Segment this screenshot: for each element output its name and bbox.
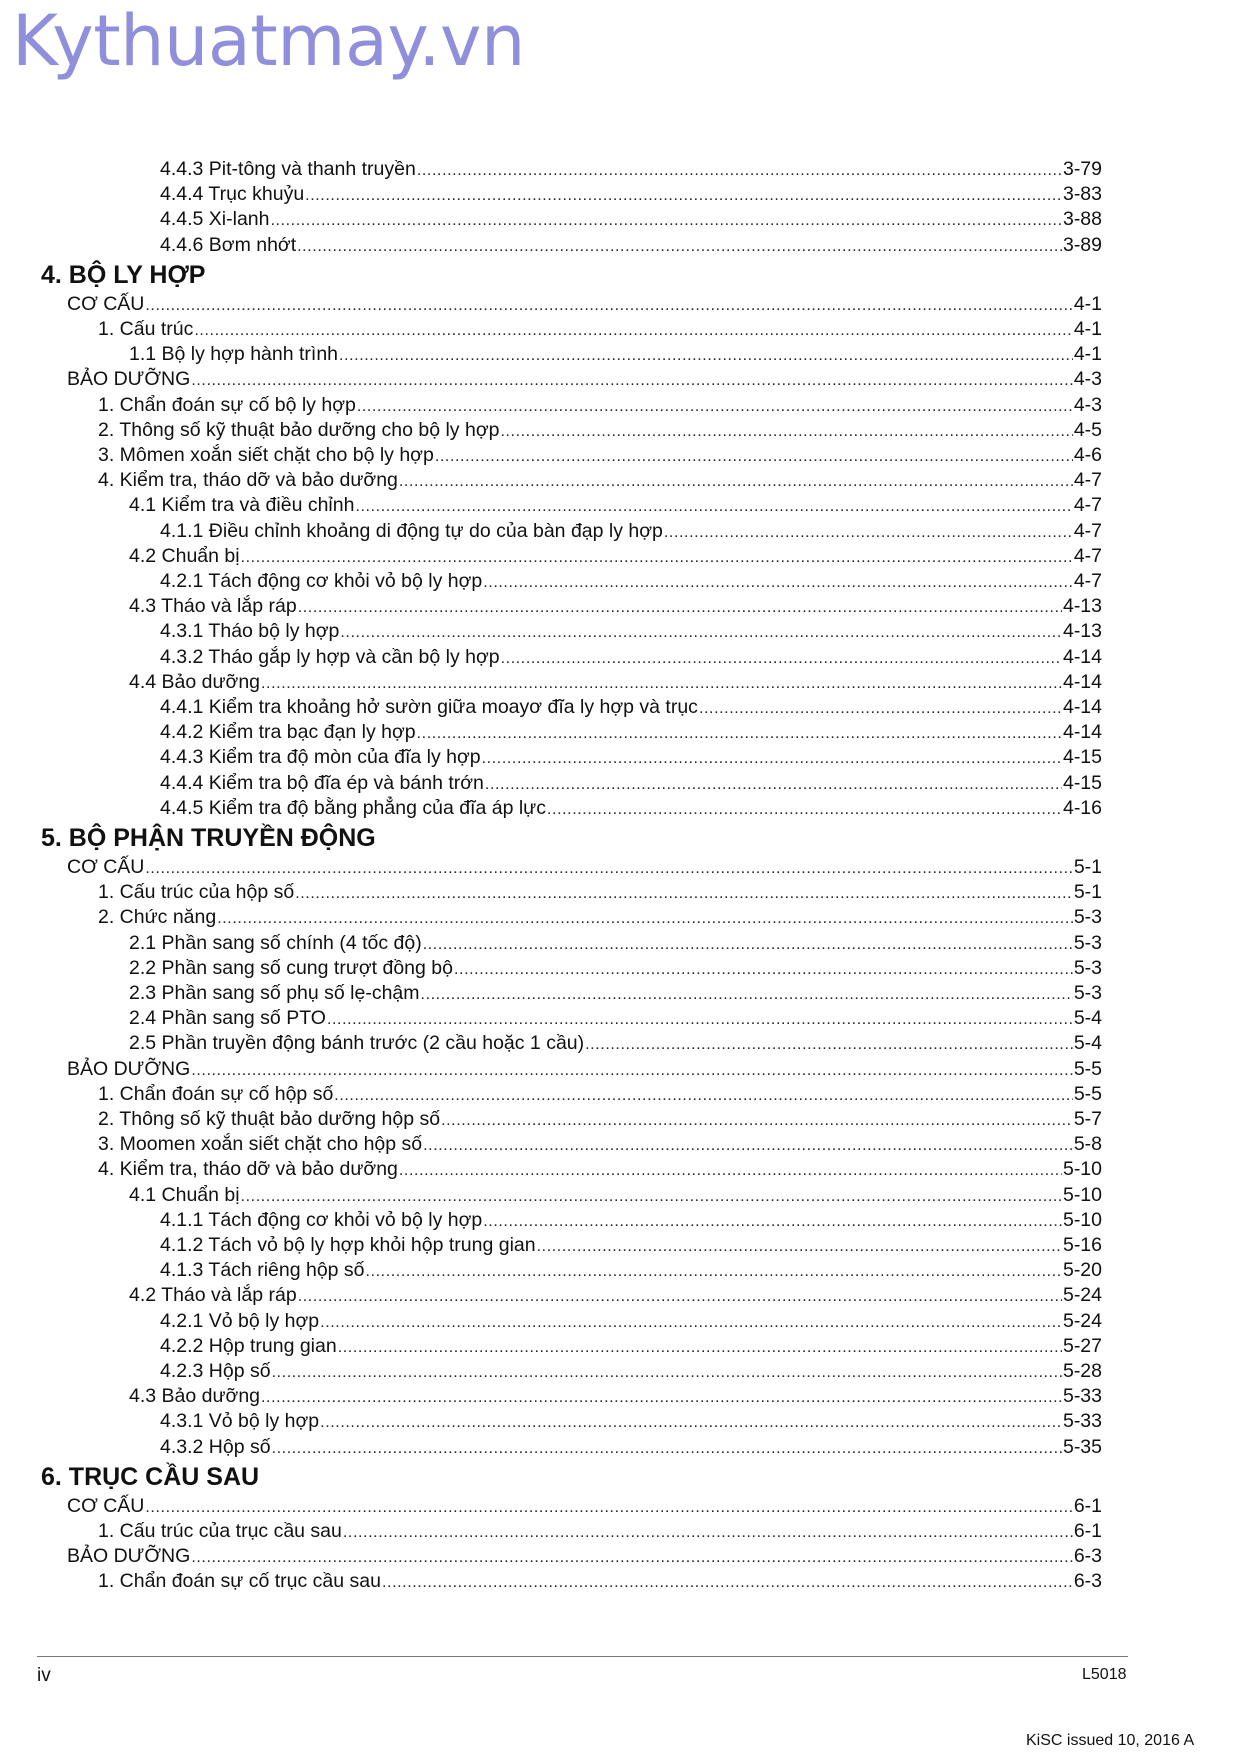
toc-entry-label: 1. Cấu trúc của hộp số <box>98 881 295 904</box>
dot-leader <box>417 158 1062 183</box>
toc-entry[interactable] <box>160 1309 1102 1334</box>
toc-entry-label: 2.1 Phần sang số chính (4 tốc độ) <box>129 931 422 954</box>
dot-leader <box>441 1108 1073 1133</box>
dot-leader <box>297 234 1062 259</box>
toc-entry[interactable] <box>160 569 1102 594</box>
toc-entry[interactable] <box>129 1283 1102 1308</box>
toc-entry[interactable] <box>98 443 1102 468</box>
dot-leader <box>339 343 1073 368</box>
toc-entry[interactable] <box>67 292 1102 317</box>
toc-entry-label: 4.2 Chuẩn bị <box>129 544 240 567</box>
toc-entry-label: 4.3.1 Vỏ bộ ly hợp <box>160 1410 320 1433</box>
toc-entry[interactable] <box>98 1132 1102 1157</box>
toc-entry-page: 5-27 <box>1062 1334 1102 1357</box>
dot-leader <box>664 520 1073 545</box>
dot-leader <box>261 1385 1062 1410</box>
toc-entry[interactable] <box>129 1384 1102 1409</box>
dot-leader <box>191 368 1073 393</box>
toc-entry[interactable] <box>129 981 1102 1006</box>
dot-leader <box>482 746 1062 771</box>
dot-leader <box>272 1360 1062 1385</box>
dot-leader <box>145 1495 1072 1520</box>
toc-entry-page: 4-15 <box>1062 746 1102 769</box>
section-heading: 4. BỘ LY HỢP <box>41 260 206 289</box>
toc-entry[interactable] <box>160 796 1102 821</box>
toc-entry-page: 4-3 <box>1073 368 1102 391</box>
toc-entry-label: 4.3 Tháo và lắp ráp <box>129 595 297 618</box>
toc-entry-page: 4-3 <box>1073 393 1102 416</box>
toc-entry[interactable] <box>67 1494 1102 1519</box>
toc-entry-page: 4-14 <box>1062 645 1102 668</box>
toc-entry[interactable] <box>160 1334 1102 1359</box>
dot-leader <box>191 1058 1073 1083</box>
toc-entry-label: 4.4.4 Kiểm tra bộ đĩa ép và bánh trớn <box>160 771 484 794</box>
toc-entry-page: 3-89 <box>1062 233 1102 256</box>
toc-entry[interactable] <box>160 1359 1102 1384</box>
toc-entry[interactable] <box>160 207 1102 232</box>
toc-entry-page: 3-83 <box>1062 183 1102 206</box>
toc-entry[interactable] <box>160 695 1102 720</box>
toc-entry[interactable] <box>160 771 1102 796</box>
toc-entry-page: 5-33 <box>1062 1410 1102 1433</box>
dot-leader <box>334 1083 1073 1108</box>
toc-entry-page: 6-1 <box>1073 1494 1102 1517</box>
toc-entry-label: 4.1 Kiểm tra và điều chỉnh <box>129 494 355 517</box>
toc-entry-label: BẢO DƯỠNG <box>67 1545 191 1568</box>
dot-leader <box>327 1007 1073 1032</box>
toc-entry[interactable] <box>129 594 1102 619</box>
toc-entry-label: CƠ CẤU <box>67 1494 145 1517</box>
toc-entry-page: 5-3 <box>1073 956 1102 979</box>
toc-entry[interactable] <box>98 1082 1102 1107</box>
toc-entry-label: 1. Cấu trúc <box>98 318 194 340</box>
dot-leader <box>305 183 1062 208</box>
toc-entry[interactable] <box>98 905 1102 930</box>
dot-leader <box>417 721 1062 746</box>
section-heading: 6. TRỤC CẦU SAU <box>41 1462 260 1491</box>
toc-entry-page: 4-5 <box>1073 418 1102 441</box>
toc-entry-label: 4.2.1 Vỏ bộ ly hợp <box>160 1309 320 1332</box>
dot-leader <box>145 293 1072 318</box>
dot-leader <box>421 982 1073 1007</box>
toc-entry-label: BẢO DƯỠNG <box>67 1057 191 1080</box>
toc-entry[interactable] <box>67 367 1102 392</box>
footer-model: L5018 <box>1082 1666 1127 1683</box>
toc-entry-page: 4-16 <box>1062 796 1102 819</box>
toc-entry[interactable] <box>160 720 1102 745</box>
toc-entry-label: 2. Chức năng <box>98 906 217 929</box>
toc-entry[interactable] <box>98 418 1102 443</box>
dot-leader <box>585 1032 1073 1057</box>
toc-entry-label: 4.1 Chuẩn bị <box>129 1183 240 1206</box>
dot-leader <box>343 1520 1073 1545</box>
toc-entry-label: 4.3.2 Tháo gắp ly hợp và cần bộ ly hợp <box>160 645 500 668</box>
toc-entry-label: 4.4.6 Bơm nhớt <box>160 233 297 256</box>
dot-leader <box>340 620 1062 645</box>
toc-entry-label: 4.2.2 Hộp trung gian <box>160 1334 337 1357</box>
toc-entry-page: 4-15 <box>1062 771 1102 794</box>
toc-entry-page: 4-14 <box>1062 696 1102 718</box>
toc-entry-page: 4-13 <box>1062 595 1102 618</box>
dot-leader <box>272 1436 1062 1461</box>
dot-leader <box>320 1410 1062 1435</box>
toc-entry[interactable] <box>67 855 1102 880</box>
dot-leader <box>399 469 1073 494</box>
toc-entry[interactable] <box>160 519 1102 544</box>
dot-leader <box>241 1184 1062 1209</box>
toc-entry-page: 5-4 <box>1073 1007 1102 1030</box>
toc-entry-label: 2.3 Phần sang số phụ số lẹ-chậm <box>129 982 420 1004</box>
toc-entry[interactable] <box>129 493 1102 518</box>
toc-entry-page: 5-10 <box>1062 1183 1102 1206</box>
toc-entry[interactable] <box>67 1057 1102 1082</box>
toc-entry-page: 3-79 <box>1062 158 1102 180</box>
toc-entry[interactable] <box>129 342 1102 367</box>
toc-entry-page: 4-6 <box>1073 444 1102 466</box>
toc-entry-label: 4. Kiểm tra, tháo dỡ và bảo dưỡng <box>98 469 398 492</box>
toc-entry[interactable] <box>160 182 1102 207</box>
toc-entry-label: 4.4.4 Trục khuỷu <box>160 183 305 206</box>
toc-entry-page: 5-5 <box>1073 1057 1102 1080</box>
toc-entry-label: 4.1.1 Điều chỉnh khoảng di động tự do của bàn đạp ly hợp <box>160 519 663 542</box>
toc-entry-label: 4.4.1 Kiểm tra khoảng hở sườn giữa moayơ đĩa ly hợp và trục <box>160 696 698 718</box>
dot-leader <box>699 696 1062 721</box>
dot-leader <box>500 419 1072 444</box>
toc-entry-page: 4-13 <box>1062 620 1102 643</box>
toc-entry-label: 4.3.2 Hộp số <box>160 1435 271 1458</box>
toc-entry-label: 4.1.3 Tách riêng hộp số <box>160 1259 365 1282</box>
toc-entry-label: 4.4.2 Kiểm tra bạc đạn ly hợp <box>160 721 416 744</box>
toc-entry-label: 2. Thông số kỹ thuật bảo dưỡng cho bộ ly hợp <box>98 418 500 441</box>
toc-entry[interactable] <box>160 1435 1102 1460</box>
toc-entry[interactable] <box>160 1208 1102 1233</box>
toc-entry[interactable] <box>129 931 1102 956</box>
toc-entry-page: 4-1 <box>1073 318 1102 340</box>
toc-entry-page: 5-10 <box>1062 1208 1102 1231</box>
dot-leader <box>261 671 1062 696</box>
toc-entry[interactable] <box>98 1157 1102 1182</box>
toc-entry-label: 1.1 Bộ ly hợp hành trình <box>129 343 339 366</box>
toc-entry-label: 4.4.5 Kiểm tra độ bằng phẳng của đĩa áp lực <box>160 796 546 819</box>
toc-entry-label: 1. Chẩn đoán sự cố hộp số <box>98 1082 334 1105</box>
toc-entry-page: 6-3 <box>1073 1570 1102 1593</box>
toc-entry-page: 5-10 <box>1062 1158 1102 1181</box>
dot-leader <box>338 1335 1062 1360</box>
toc-entry-page: 4-14 <box>1062 721 1102 744</box>
dot-leader <box>145 856 1072 881</box>
toc-entry-label: 4. Kiểm tra, tháo dỡ và bảo dưỡng <box>98 1158 398 1181</box>
toc-entry-label: 4.3.1 Tháo bộ ly hợp <box>160 620 340 643</box>
toc-entry-page: 4-7 <box>1073 494 1102 517</box>
issued-note: KiSC issued 10, 2016 A <box>1026 1732 1195 1749</box>
toc-entry-page: 3-88 <box>1062 208 1102 231</box>
toc-entry[interactable] <box>129 1031 1102 1056</box>
toc-entry-page: 5-3 <box>1073 982 1102 1004</box>
toc-entry-label: 1. Cấu trúc của trục cầu sau <box>98 1520 342 1542</box>
toc-entry-page: 5-1 <box>1073 881 1102 904</box>
watermark-logo: Kythuatmay.vn <box>12 0 525 82</box>
toc-entry-label: 1. Chẩn đoán sự cố bộ ly hợp <box>98 393 356 416</box>
toc-entry[interactable] <box>129 1006 1102 1031</box>
toc-entry[interactable] <box>98 880 1102 905</box>
toc-entry-page: 4-1 <box>1073 292 1102 315</box>
dot-leader <box>298 1284 1062 1309</box>
toc-entry-page: 6-3 <box>1073 1545 1102 1568</box>
footer-page-number: iv <box>37 1665 51 1686</box>
toc-entry-label: 3. Moomen xoắn siết chặt cho hộp số <box>98 1133 423 1156</box>
dot-leader <box>194 318 1072 343</box>
toc-entry-label: 4.4.3 Pit-tông và thanh truyền <box>160 158 416 180</box>
toc-entry[interactable] <box>98 1519 1102 1544</box>
toc-entry-page: 5-20 <box>1062 1259 1102 1282</box>
dot-leader <box>423 1133 1073 1158</box>
toc-entry-page: 5-16 <box>1062 1234 1102 1256</box>
dot-leader <box>295 881 1073 906</box>
toc-entry-page: 4-1 <box>1073 343 1102 366</box>
dot-leader <box>483 1209 1062 1234</box>
dot-leader <box>537 1234 1062 1259</box>
dot-leader <box>399 1158 1062 1183</box>
toc-entry-page: 5-24 <box>1062 1309 1102 1332</box>
toc-entry-label: 4.2.3 Hộp số <box>160 1360 271 1382</box>
toc-entry[interactable] <box>98 468 1102 493</box>
toc-entry[interactable] <box>160 1258 1102 1283</box>
toc-entry-page: 4-7 <box>1073 519 1102 542</box>
toc-entry[interactable] <box>129 1183 1102 1208</box>
toc-entry-label: BẢO DƯỠNG <box>67 368 191 391</box>
dot-leader <box>241 545 1073 570</box>
toc-entry-page: 5-8 <box>1073 1133 1102 1156</box>
dot-leader <box>271 208 1062 233</box>
toc-entry-page: 5-33 <box>1062 1385 1102 1408</box>
dot-leader <box>501 646 1062 671</box>
toc-entry-label: 4.1.2 Tách vỏ bộ ly hợp khỏi hộp trung gian <box>160 1234 536 1256</box>
toc-entry[interactable] <box>160 619 1102 644</box>
toc-entry-label: 4.2.1 Tách động cơ khỏi vỏ bộ ly hợp <box>160 570 483 592</box>
dot-leader <box>454 957 1073 982</box>
dot-leader <box>423 932 1073 957</box>
toc-entry[interactable] <box>67 1544 1102 1569</box>
toc-entry[interactable] <box>129 956 1102 981</box>
toc-entry-page: 5-24 <box>1062 1284 1102 1307</box>
toc-entry-label: 4.3 Bảo dưỡng <box>129 1385 261 1408</box>
toc-entry-page: 5-7 <box>1073 1108 1102 1130</box>
toc-entry-label: 2.5 Phần truyền động bánh trước (2 cầu hoặc 1 cầu) <box>129 1032 585 1055</box>
toc-entry[interactable] <box>160 157 1102 182</box>
dot-leader <box>435 444 1073 469</box>
toc-entry-label: 4.1.1 Tách động cơ khỏi vỏ bộ ly hợp <box>160 1208 483 1231</box>
toc-entry[interactable] <box>160 645 1102 670</box>
toc-entry-page: 4-7 <box>1073 544 1102 567</box>
toc-entry[interactable] <box>129 544 1102 569</box>
toc-entry-page: 6-1 <box>1073 1520 1102 1542</box>
toc-entry-label: 2. Thông số kỹ thuật bảo dưỡng hộp số <box>98 1108 441 1130</box>
dot-leader <box>355 494 1072 519</box>
section-heading: 5. BỘ PHẬN TRUYỀN ĐỘNG <box>41 824 376 852</box>
dot-leader <box>357 394 1073 419</box>
toc-entry-label: 4.4.5 Xi-lanh <box>160 208 270 231</box>
toc-entry-label: 4.2 Tháo và lắp ráp <box>129 1284 297 1307</box>
toc-entry[interactable] <box>98 1107 1102 1132</box>
toc-entry[interactable] <box>98 393 1102 418</box>
toc-entry-label: 2.4 Phần sang số PTO <box>129 1007 326 1030</box>
toc-entry-label: 4.4 Bảo dưỡng <box>129 670 261 693</box>
toc-entry-label: 4.4.3 Kiểm tra độ mòn của đĩa ly hợp <box>160 746 481 769</box>
toc-entry-page: 5-35 <box>1062 1435 1102 1458</box>
footer-divider <box>37 1656 1128 1657</box>
toc-entry-page: 5-5 <box>1073 1082 1102 1105</box>
toc-entry-label: CƠ CẤU <box>67 856 145 878</box>
toc-entry-page: 4-7 <box>1073 570 1102 592</box>
toc-entry-page: 4-14 <box>1062 670 1102 693</box>
toc-entry-label: CƠ CẤU <box>67 292 145 315</box>
toc-entry-page: 5-3 <box>1073 931 1102 954</box>
toc-entry-label: 3. Mômen xoắn siết chặt cho bộ ly hợp <box>98 444 434 466</box>
toc-entry-page: 5-4 <box>1073 1032 1102 1055</box>
toc-entry-label: 1. Chẩn đoán sự cố trục cầu sau <box>98 1570 381 1593</box>
dot-leader <box>298 595 1062 620</box>
dot-leader <box>217 906 1073 931</box>
toc-entry[interactable] <box>160 1409 1102 1434</box>
toc-entry-label: 2.2 Phần sang số cung trượt đồng bộ <box>129 956 453 979</box>
dot-leader <box>483 570 1073 595</box>
dot-leader <box>191 1545 1073 1570</box>
dot-leader <box>382 1570 1073 1595</box>
toc-entry[interactable] <box>98 1569 1102 1594</box>
toc-entry[interactable] <box>129 670 1102 695</box>
toc-entry[interactable] <box>160 233 1102 258</box>
toc-entry-page: 4-7 <box>1073 469 1102 492</box>
toc-entry-page: 5-1 <box>1073 856 1102 878</box>
toc-entry-page: 5-3 <box>1073 906 1102 929</box>
dot-leader <box>547 797 1062 822</box>
dot-leader <box>320 1310 1062 1335</box>
dot-leader <box>366 1259 1062 1284</box>
toc-entry[interactable] <box>98 317 1102 342</box>
toc-entry[interactable] <box>160 1233 1102 1258</box>
toc-entry-page: 5-28 <box>1062 1360 1102 1382</box>
toc-entry[interactable] <box>160 745 1102 770</box>
dot-leader <box>485 772 1062 797</box>
